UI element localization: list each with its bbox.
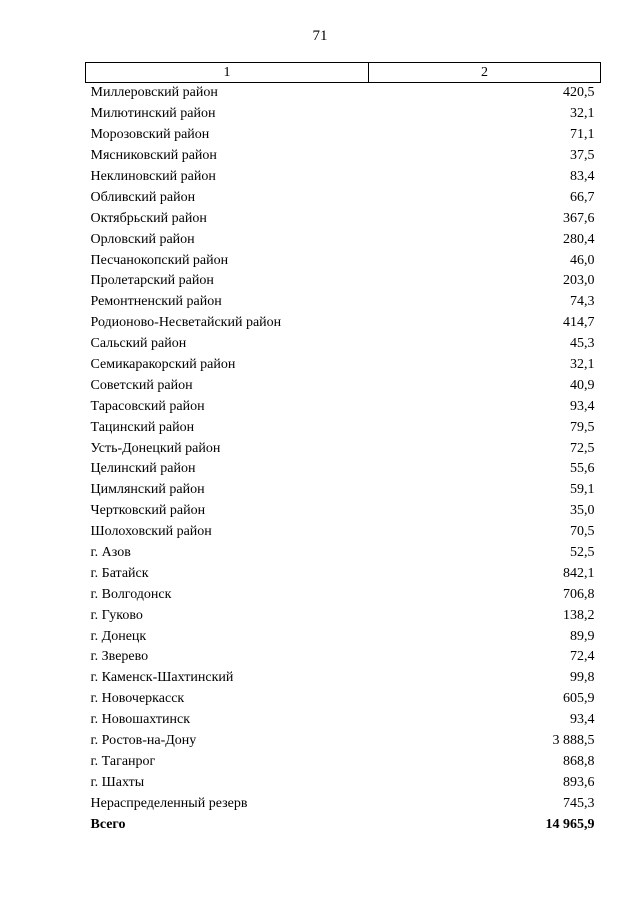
row-value: 79,5 [570, 419, 595, 435]
row-value: 72,5 [570, 440, 595, 456]
row-name: Цимлянский район [90, 482, 205, 498]
row-name: Милютинский район [90, 106, 216, 122]
row-value: 45,3 [570, 336, 595, 352]
table-row [86, 125, 601, 146]
row-name: Обливский район [90, 189, 196, 205]
total-row [86, 814, 601, 835]
row-value: 40,9 [570, 377, 595, 393]
row-name: Родионово-Несветайский район [90, 315, 282, 331]
row-name: Советский район [90, 377, 193, 393]
row-value: 59,1 [570, 482, 595, 498]
row-value: 52,5 [570, 545, 595, 561]
table-row [86, 187, 601, 208]
row-name: Чертковский район [90, 503, 206, 519]
row-name: г. Ростов-на-Дону [90, 733, 197, 749]
row-name: Нераспределенный резерв [90, 795, 248, 811]
table-row [86, 543, 601, 564]
row-value: 71,1 [570, 127, 595, 143]
row-value: 46,0 [570, 252, 595, 268]
row-value: 367,6 [563, 210, 595, 226]
table-row [86, 752, 601, 773]
row-name: г. Батайск [90, 565, 149, 581]
row-value: 93,4 [570, 398, 595, 414]
row-name: Морозовский район [90, 127, 210, 143]
table-row [86, 250, 601, 271]
row-name: г. Азов [90, 545, 131, 561]
row-name: г. Таганрог [90, 753, 156, 769]
row-value: 83,4 [570, 169, 595, 184]
table-row [86, 334, 601, 355]
row-name: г. Новошахтинск [90, 712, 191, 728]
table-row [86, 271, 601, 292]
row-value: 70,5 [570, 524, 595, 540]
table-row [86, 292, 601, 313]
table-row [86, 522, 601, 543]
table-header [86, 63, 601, 83]
row-value: 3 888,5 [552, 733, 595, 749]
row-value: 99,8 [570, 670, 595, 686]
table-row [86, 501, 601, 522]
row-name: Тацинский район [90, 419, 195, 435]
table-row [86, 355, 601, 376]
table-row [86, 626, 601, 647]
total-label: Всего [90, 816, 126, 832]
table-row [86, 375, 601, 396]
row-name: г. Каменск-Шахтинский [90, 670, 234, 686]
row-value: 32,1 [570, 106, 595, 122]
table-row [86, 396, 601, 417]
row-value: 32,1 [570, 357, 595, 373]
header-row [86, 63, 601, 83]
row-name: Семикаракорский район [90, 357, 236, 373]
row-name: Ремонтненский район [90, 294, 222, 310]
table-row [86, 459, 601, 480]
allocation-table [85, 62, 601, 835]
table-row [86, 793, 601, 814]
row-name: Шолоховский район [90, 524, 212, 540]
table-row [86, 772, 601, 793]
table-row [86, 146, 601, 167]
row-value: 138,2 [563, 607, 595, 623]
row-name: Пролетарский район [90, 273, 214, 289]
row-value: 745,3 [563, 795, 595, 811]
row-value: 842,1 [563, 565, 595, 581]
row-value: 72,4 [570, 649, 595, 665]
table-row [86, 710, 601, 731]
table-row [86, 563, 601, 584]
row-value: 706,8 [563, 586, 595, 602]
table-row [86, 208, 601, 229]
table-row [86, 104, 601, 125]
row-name: Неклиновский район [90, 169, 216, 184]
table-row [86, 417, 601, 438]
table-body [86, 83, 601, 836]
row-name: г. Волгодонск [90, 586, 172, 602]
table-row [86, 167, 601, 188]
total-value: 14 965,9 [545, 816, 595, 832]
table-row [86, 668, 601, 689]
row-value: 89,9 [570, 628, 595, 644]
row-value: 605,9 [563, 691, 595, 707]
row-value: 37,5 [570, 148, 595, 164]
row-name: Целинский район [90, 461, 196, 477]
page-number: 71 [312, 28, 328, 44]
row-name: Сальский район [90, 336, 187, 352]
row-value: 893,6 [563, 774, 595, 790]
row-value: 280,4 [563, 231, 595, 247]
table-row [86, 313, 601, 334]
row-value: 414,7 [563, 315, 595, 331]
table-row [86, 605, 601, 626]
table-row [86, 689, 601, 710]
table-row [86, 731, 601, 752]
row-value: 74,3 [570, 294, 595, 310]
row-name: г. Зверево [90, 649, 149, 665]
row-value: 35,0 [570, 503, 595, 519]
row-value: 868,8 [563, 753, 595, 769]
row-value: 55,6 [570, 461, 595, 477]
table-row [86, 647, 601, 668]
row-name: Песчанокопский район [90, 252, 229, 268]
row-name: Октябрьский район [90, 210, 207, 226]
row-name: г. Гуково [90, 607, 143, 623]
row-value: 203,0 [563, 273, 595, 289]
row-name: Миллеровский район [90, 85, 218, 101]
table-row [86, 83, 601, 104]
row-value: 420,5 [563, 85, 595, 101]
row-name: г. Донецк [90, 628, 147, 644]
row-value: 93,4 [570, 712, 595, 728]
table-row [86, 229, 601, 250]
row-name: г. Шахты [90, 774, 145, 790]
row-name: Тарасовский район [90, 398, 205, 414]
row-value: 66,7 [570, 189, 595, 205]
table-row [86, 584, 601, 605]
column-header-1: 1 [86, 63, 369, 83]
table-row [86, 480, 601, 501]
row-name: Усть-Донецкий район [90, 440, 221, 456]
row-name: Мясниковский район [90, 148, 217, 164]
row-name: г. Новочеркасск [90, 691, 185, 707]
column-header-2: 2 [369, 63, 601, 83]
table-row [86, 438, 601, 459]
row-name: Орловский район [90, 231, 195, 247]
